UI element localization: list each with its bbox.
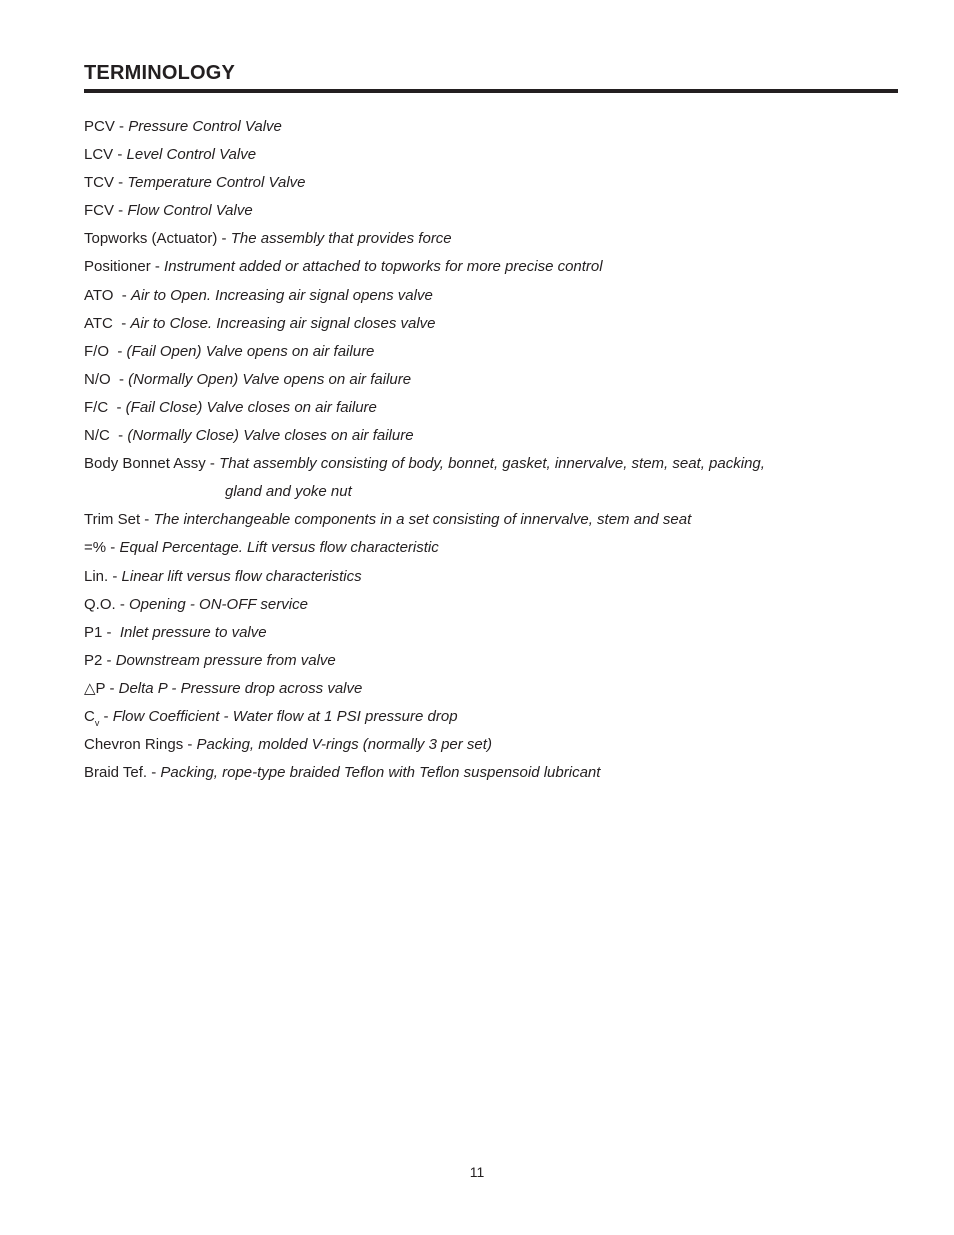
term-definition: Downstream pressure from valve bbox=[115, 651, 336, 669]
term-definition: Pressure Control Valve bbox=[128, 118, 282, 135]
term-separator: - bbox=[99, 707, 113, 725]
term-name: Body Bonnet Assy - bbox=[84, 455, 220, 473]
term-row-chevron-rings bbox=[84, 733, 898, 761]
term-row-lcv bbox=[84, 143, 898, 171]
term-name: C bbox=[84, 707, 95, 725]
term-definition: The interchangeable components in a set consisting of innervalve, stem and seat bbox=[153, 511, 692, 529]
term-name: P2 - bbox=[84, 651, 116, 669]
term-name: Braid Tef. - bbox=[84, 764, 161, 782]
term-row-equal-percentage bbox=[84, 536, 898, 564]
term-name: Trim Set - bbox=[84, 511, 154, 529]
term-row-no bbox=[84, 368, 898, 396]
term-row-trim-set bbox=[84, 508, 898, 536]
term-row-fo bbox=[84, 340, 898, 368]
term-name: Positioner - bbox=[84, 258, 165, 276]
delta-triangle-icon: △ bbox=[84, 679, 96, 697]
term-row-braid-tef bbox=[84, 761, 898, 789]
term-definition: Delta P - Pressure drop across valve bbox=[118, 679, 363, 697]
term-row-linear bbox=[84, 565, 898, 593]
page-title: TERMINOLOGY bbox=[84, 62, 236, 84]
term-row-pcv bbox=[84, 115, 898, 143]
term-definition: Opening - ON-OFF service bbox=[129, 595, 308, 613]
term-definition: (Normally Close) Valve closes on air failure bbox=[127, 427, 414, 445]
term-row-p1 bbox=[84, 621, 898, 649]
term-name: ATC - bbox=[84, 314, 131, 332]
term-definition: Air to Close. Increasing air signal closes valve bbox=[130, 314, 436, 332]
term-subscript: v bbox=[94, 717, 100, 728]
term-name: TCV - bbox=[84, 174, 128, 192]
term-row-body-bonnet-assy-continued bbox=[84, 480, 898, 508]
term-row-atc bbox=[84, 312, 898, 340]
title-rule bbox=[84, 89, 898, 93]
term-name: Q.O. - bbox=[84, 595, 129, 613]
term-row-fc bbox=[84, 396, 898, 424]
term-definition: The assembly that provides force bbox=[230, 230, 452, 248]
term-row-topworks bbox=[84, 227, 898, 255]
term-row-tcv bbox=[84, 171, 898, 199]
term-name: =% - bbox=[84, 539, 120, 557]
term-name: N/O - bbox=[84, 370, 129, 388]
term-definition: Instrument added or attached to topworks for more precise control bbox=[164, 258, 603, 276]
term-row-fcv bbox=[84, 199, 898, 227]
term-row-delta-p bbox=[84, 677, 898, 705]
term-name: N/C - bbox=[84, 427, 128, 445]
term-definition: Linear lift versus flow characteristics bbox=[121, 567, 362, 585]
term-definition-continued: gland and yoke nut bbox=[225, 483, 352, 501]
term-row-body-bonnet-assy bbox=[84, 452, 898, 480]
term-definition: Flow Coefficient - Water flow at 1 PSI pressure drop bbox=[112, 707, 458, 725]
term-definition: (Normally Open) Valve opens on air failure bbox=[128, 370, 412, 388]
term-definition: That assembly consisting of body, bonnet, gasket, innervalve, stem, seat, packing, bbox=[219, 455, 765, 473]
term-definition: Temperature Control Valve bbox=[127, 174, 306, 192]
term-name: LCV - bbox=[84, 146, 127, 164]
term-definition: Air to Open. Increasing air signal opens valve bbox=[130, 286, 433, 304]
terminology-list bbox=[84, 115, 898, 789]
term-name: ATO - bbox=[84, 286, 131, 304]
term-name: P1 - bbox=[84, 623, 120, 641]
term-name: F/C - bbox=[84, 398, 126, 416]
term-name: Topworks (Actuator) - bbox=[84, 230, 231, 248]
page-number: 11 bbox=[469, 1164, 485, 1180]
term-row-positioner bbox=[84, 255, 898, 283]
term-definition: (Fail Close) Valve closes on air failure bbox=[125, 398, 377, 416]
term-definition: Level Control Valve bbox=[126, 146, 257, 164]
term-name: Chevron Rings - bbox=[84, 736, 197, 754]
term-name: PCV - bbox=[84, 118, 129, 135]
term-name: FCV - bbox=[84, 202, 128, 220]
term-definition: (Fail Open) Valve opens on air failure bbox=[126, 342, 375, 360]
term-row-ato bbox=[84, 284, 898, 312]
term-row-nc bbox=[84, 424, 898, 452]
term-name: Lin. - bbox=[84, 567, 122, 585]
term-definition: Packing, rope-type braided Teflon with Teflon suspensoid lubricant bbox=[160, 764, 601, 782]
term-definition: Inlet pressure to valve bbox=[119, 623, 267, 641]
term-name: F/O - bbox=[84, 342, 127, 360]
term-row-cv bbox=[84, 705, 898, 733]
term-row-quick-opening bbox=[84, 593, 898, 621]
term-definition: Flow Control Valve bbox=[127, 202, 253, 220]
term-name: P - bbox=[95, 679, 119, 697]
term-row-p2 bbox=[84, 649, 898, 677]
term-definition: Packing, molded V-rings (normally 3 per set) bbox=[196, 736, 492, 754]
term-definition: Equal Percentage. Lift versus flow characteristic bbox=[119, 539, 439, 557]
